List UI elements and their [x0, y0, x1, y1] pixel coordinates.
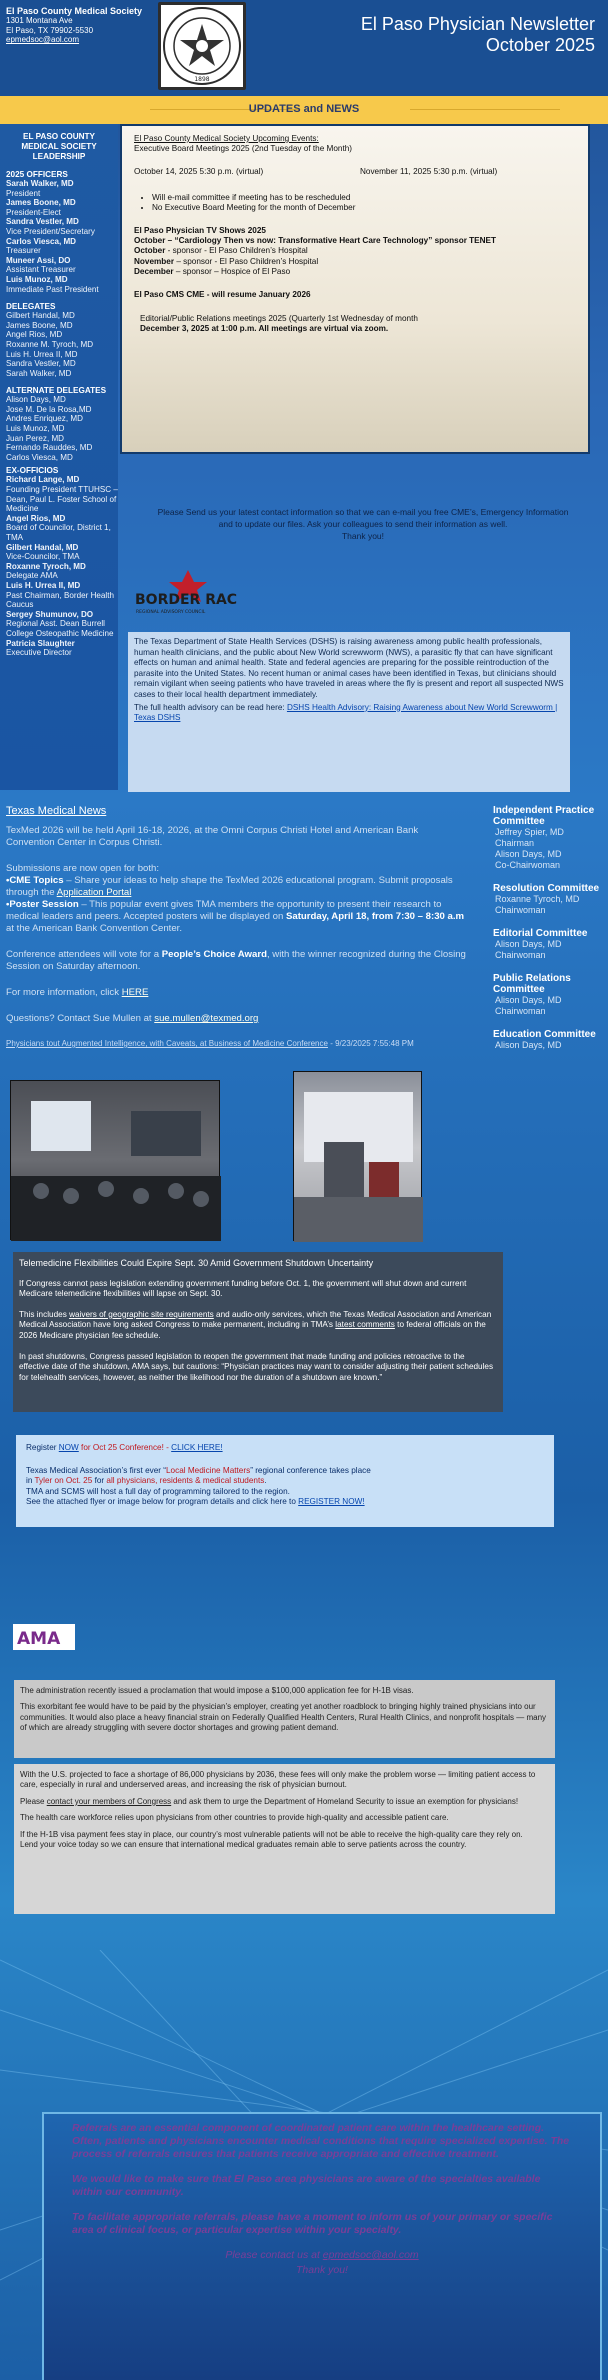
committee-member: Chairwoman [495, 950, 546, 960]
exofficio-name-text: Sergey Shumunov, DO [6, 609, 94, 619]
conf-audience: all physicians, residents & medical students [106, 1476, 265, 1486]
ama-b2p2-text: Please [20, 1796, 47, 1806]
ai-article [6, 1039, 468, 1048]
referral-p3: To facilitate appropriate referrals, please have a moment to inform us of your primary or specific area of clinical focus, or particular expertise within your specialty. [72, 2211, 553, 2236]
telemedicine-p1: If Congress cannot pass legislation extending government funding before Oct. 1, the government will shut down and current Medicare telemedicine flexibilities will lapse on Sept. 30. [19, 1278, 467, 1299]
events-title: El Paso County Medical Society Upcoming Events: [134, 134, 319, 143]
conf-line4 [26, 1497, 544, 1508]
conf-text: ” regional conference takes place [250, 1465, 371, 1475]
conference-photo-image [11, 1081, 221, 1241]
officer-role: Treasurer [6, 246, 41, 256]
conf-text: in [26, 1476, 35, 1486]
ai-article-link[interactable]: Physicians tout Augmented Intelligence, with Caveats, at Business of Medicine Conference [6, 1039, 328, 1048]
poster-session-date: Saturday, April 18, from 7:30 – 8:30 a.m [285, 911, 465, 922]
dshs-screwworm-notice [128, 632, 570, 792]
exofficio-role: Regional Asst. Dean Burrell College Osteopathic Medicine [6, 619, 114, 638]
board-dates-row [134, 167, 589, 179]
committee-block [493, 883, 608, 916]
committee-block [493, 805, 608, 871]
exofficio-name-text: Patricia Slaughter [6, 638, 75, 648]
committee-member: Roxanne Tyroch, MD [495, 894, 580, 904]
delegate-name: Luis H. Urrea II, MD [6, 349, 78, 359]
officer-name-text: James Boone, MD [6, 198, 76, 208]
texmed-intro: TexMed 2026 will be held April 16-18, 2026, at the Omni Corpus Christi Hotel and American Bank Convention Center in Corpus Christi. [6, 825, 419, 848]
officer-name-text: Sarah Walker, MD [6, 179, 74, 188]
officer-role: President-Elect [6, 207, 61, 217]
committee-member: Jeffrey Spier, MD [495, 827, 564, 837]
register-text: Register [26, 1443, 59, 1452]
ama-b2p5: Lend your voice today so we can ensure that international medical graduates remain able to serve patients across the country. [20, 1840, 467, 1850]
delegate-name: James Boone, MD [6, 320, 73, 330]
newsletter-title: El Paso Physician Newsletter [360, 14, 595, 34]
alternate-name: Fernando Rauddes, MD [6, 443, 93, 453]
conf-line1 [26, 1466, 544, 1477]
svg-text:BORDER RAC: BORDER RAC [135, 592, 238, 608]
committee-member: Alison Days, MD [495, 849, 562, 859]
register-now-link[interactable]: NOW [58, 1443, 79, 1452]
tv-show-item [134, 236, 589, 246]
dshs-advisory-link[interactable]: DSHS Health Advisory: Raising Awareness about New World Screwworm | Texas DSHS [134, 702, 558, 723]
org-address-line2: El Paso, TX 79902-5530 [6, 25, 94, 35]
events-bullet: • No Executive Board Meeting for the month of December [152, 203, 589, 213]
exofficio-name [6, 562, 118, 572]
conf-text: for [92, 1476, 107, 1486]
referral-email-link[interactable]: epmedsoc@aol.com [322, 2249, 419, 2261]
exofficio-name-text: Gilbert Handal, MD [6, 542, 79, 552]
tv-show-text: - sponsor - El Paso Children’s Hospital [165, 246, 308, 256]
editorial-line: Editorial/Public Relations meetings 2025 (Quarterly 1st Wednesday of month [140, 314, 418, 324]
h1b-action-box [14, 1764, 555, 1914]
alternate-name: Alison Days, MD [6, 395, 66, 405]
poster-session-text: – This popular event gives TMA members the opportunity to present their research to medical leaders and peers. Accepted posters will be displayed on [6, 899, 442, 922]
events-bullets [152, 193, 589, 214]
exofficio-role: Founding President TTUHSC – Dean, Paul L. Foster School of Medicine [6, 485, 118, 514]
register-text-red: for Oct 25 Conference! - [78, 1443, 172, 1452]
telemedicine-p2 [19, 1310, 497, 1342]
seal-icon [161, 5, 243, 87]
sidebar-heading-line: MEDICAL SOCIETY [21, 142, 97, 151]
conf-text: Texas Medical Association’s first ever “ [26, 1465, 166, 1475]
more-info-link[interactable]: HERE [121, 987, 149, 998]
telemedicine-notice [13, 1252, 503, 1412]
ai-article-date: - 9/23/2025 7:55:48 PM [327, 1039, 414, 1048]
committee-title: Resolution Committee [493, 883, 600, 894]
contact-line: and to update our files. Ask your colleagues to send their information as well. [218, 519, 508, 529]
committee-member: Chairwoman [495, 1006, 546, 1016]
border-rac-icon [132, 568, 252, 618]
newsletter-title-block [330, 14, 595, 56]
telemedicine-p3: In past shutdowns, Congress passed legislation to reopen the government that made funding and policies retroactive to the effective date of the shutdown, AMA says, but cautions: “Physician practices may want to consider adjusting their patient schedules for telehealth services, however, as neither the likelihood nor the duration of a shutdown are known.” [19, 1351, 494, 1382]
regional-conference-box [16, 1435, 554, 1527]
alternate-name: Andres Enriquez, MD [6, 414, 83, 424]
questions [6, 1013, 468, 1025]
geographic-waivers-link[interactable]: waivers of geographic site requirements [69, 1309, 214, 1319]
leadership-sidebar [0, 124, 118, 790]
sidebar-heading-line: EL PASO COUNTY [22, 132, 96, 141]
exofficio-title: EX-OFFICIOS [6, 466, 59, 476]
tv-show-text: – “Cardiology Then vs now: Transformative Heart Care Technology” sponsor TENET [165, 236, 496, 246]
officer-role: Assistant Treasurer [6, 265, 76, 275]
banner-label: UPDATES and NEWS [248, 103, 360, 115]
ama-b1p2: This exorbitant fee would have to be paid by the physician’s employer, creating yet another roadblock to bringing highly trained physicians into our communities. It would also place a heavy financial strain on Federally Qualified Health Centers, Rural Health Clinics, and nonprofit hospitals — many of which are already struggling with severe doctor shortages and growing patient demand. [20, 1702, 547, 1733]
texas-medical-news-title[interactable]: Texas Medical News [6, 805, 107, 817]
exofficio-name-text: Roxanne Tyroch, MD [6, 561, 86, 571]
alternates-title: ALTERNATE DELEGATES [6, 386, 107, 396]
contact-congress-link[interactable]: contact your members of Congress [46, 1796, 172, 1806]
dshs-body: The Texas Department of State Health Services (DSHS) is raising awareness among public health professionals, human health clinicians, and the public about New World screwworm (NWS), a parasitic fly that can have significant effects on human and animal health. State and federal agencies are preparing for the possible reintroduction of the parasite into the United States. No recent human or animal cases have been identified in Texas, but clinicians should remain vigilant when seeing patients who have traveled in areas where the fly is present and report all suspected NWS cases to their local health department immediately. [134, 637, 564, 699]
delegates-list [0, 311, 118, 378]
peoples-choice-tail: , with the winner recognized during the Closing Session on Saturday afternoon. [6, 949, 466, 972]
exofficio-role: Delegate AMA [6, 571, 58, 581]
committee-title: Independent Practice Committee [493, 805, 595, 827]
editorial-line-2: December 3, 2025 at 1:00 p.m. All meetings are virtual via zoom. [140, 324, 389, 334]
speaker-photo [293, 1071, 422, 1241]
contact-line: Please Send us your latest contact information so that we can e-mail you free CME’s, Emergency Information [157, 507, 569, 517]
committee-member: Chairman [495, 838, 535, 848]
board-date-october: October 14, 2025 5:30 p.m. (virtual) [134, 166, 264, 176]
officer-name [6, 217, 118, 227]
events-bullet: • Will e-mail committee if meeting has to be rescheduled [152, 193, 589, 203]
ama-b2p4: If the H-1B visa payment fees stay in place, our country’s most vulnerable patients will not be able to receive the high-quality care they rely on. [20, 1829, 523, 1839]
committee-member: Alison Days, MD [495, 939, 562, 949]
committee-block [493, 973, 608, 1017]
board-meetings-line: Executive Board Meetings 2025 (2nd Tuesday of the Month) [134, 144, 353, 154]
alternates-list [0, 395, 118, 462]
register-now-button-link[interactable]: REGISTER NOW! [298, 1497, 365, 1507]
poster-session-end: at the American Bank Convention Center. [6, 923, 182, 934]
tv-show-text: – sponsor - El Paso Children’s Hospital [174, 256, 319, 266]
officer-name-text: Luis Munoz, MD [6, 274, 68, 284]
officer-role: Immediate Past President [6, 284, 99, 294]
exofficio-name [6, 514, 118, 524]
exofficio-name-text: Richard Lange, MD [6, 475, 80, 485]
cme-line: El Paso CMS CME - will resume January 2026 [134, 289, 311, 299]
texas-medical-news [6, 805, 468, 1048]
tv-show-month: October [134, 236, 166, 246]
conf-line2 [26, 1476, 544, 1487]
officer-name-text: Carlos Viesca, MD [6, 236, 77, 246]
ama-logo [13, 1624, 75, 1650]
questions-email-link[interactable]: sue.mullen@texmed.org [154, 1013, 259, 1024]
alternate-name: Luis Munoz, MD [6, 424, 65, 434]
committee-member: Alison Days, MD [495, 995, 562, 1005]
telemedicine-p2-text: This includes [19, 1309, 70, 1319]
telemedicine-p2-text: to federal officials on the 2026 Medicare physician fee schedule. [19, 1320, 486, 1340]
committee-title: Public Relations Committee [493, 973, 571, 995]
officer-name [6, 179, 118, 189]
committee-member: Co-Chairwoman [495, 860, 561, 870]
committee-member: Alison Days, MD [495, 1040, 562, 1050]
exofficio-role: Vice-Councilor, TMA [6, 552, 80, 562]
conf-line3: TMA and SCMS will host a full day of programming tailored to the region. [26, 1486, 290, 1496]
ama-icon [13, 1624, 75, 1650]
officer-name-text: Sandra Vestler, MD [6, 217, 79, 227]
officer-name-text: Muneer Assi, DO [6, 255, 71, 265]
committee-title: Editorial Committee [493, 928, 588, 939]
referral-notice [42, 2112, 602, 2380]
dshs-advisory-prefix: The full health advisory can be read here: [134, 702, 287, 712]
newsletter-date: October 2025 [485, 35, 595, 55]
org-contact-block [6, 7, 176, 45]
updates-banner [0, 96, 608, 124]
poster-session-label: •Poster Session [6, 899, 79, 910]
svg-text:1898: 1898 [194, 76, 210, 83]
delegate-name: Sandra Vestler, MD [6, 359, 76, 369]
tv-show-item [134, 267, 589, 277]
telemedicine-title: Telemedicine Flexibilities Could Expire Sept. 30 Amid Government Shutdown Uncertainty [19, 1258, 374, 1268]
ama-b2p3: The health care workforce relies upon physicians from other countries to provide high-quality and accessible patient care. [20, 1813, 449, 1823]
committees-column [493, 805, 608, 1063]
exofficio-name-text: Luis H. Urrea II, MD [6, 580, 81, 590]
peoples-choice-award: People’s Choice Award [161, 949, 267, 960]
exofficio-role: Executive Director [6, 648, 72, 658]
local-medicine-matters: Local Medicine Matters [166, 1465, 251, 1475]
more-info-text: For more information, click [6, 987, 122, 998]
cme-topics-label: •CME Topics [6, 875, 64, 886]
delegate-name: Gilbert Handal, MD [6, 311, 75, 321]
ama-b2p2-text: and ask them to urge the Department of Homeland Security to issue an exemption for physicians! [171, 1796, 519, 1806]
referral-p1: Referrals are an essential component of coordinated patient care within the healthcare setting. Often, patients and physicians encounter medical conditions that require specialized expertise. The process of referrals ensures that patients receive appropriate and effective treatment. [72, 2122, 570, 2160]
exofficio-role: Past Chairman, Border Health Caucus [6, 590, 114, 610]
ama-b1p1: The administration recently issued a proclamation that would impose a $100,000 application fee for H-1B visas. [20, 1686, 414, 1695]
exofficio-name [6, 610, 118, 620]
conference-photo [10, 1080, 220, 1240]
conf-location: Tyler on Oct. 25 [34, 1476, 93, 1486]
sidebar-heading [0, 132, 118, 162]
tv-shows-list [134, 236, 589, 278]
peoples-choice-text: Conference attendees will vote for a [6, 949, 162, 960]
officers-list [0, 179, 118, 294]
alternate-name: Jose M. De la Rosa,MD [6, 404, 92, 414]
exofficio-name [6, 639, 118, 649]
officer-name [6, 198, 118, 208]
referral-contact-text: Please contact us at [225, 2249, 323, 2261]
delegates-title: DELEGATES [6, 302, 56, 312]
society-seal-logo [158, 2, 246, 90]
alternate-name: Carlos Viesca, MD [6, 452, 73, 462]
board-date-november: November 11, 2025 5:30 p.m. (virtual) [360, 166, 498, 176]
conf-text: . [264, 1476, 267, 1486]
officer-name [6, 256, 118, 266]
org-address-line1: 1301 Montana Ave [6, 16, 73, 26]
peoples-choice [6, 949, 468, 973]
application-portal-link[interactable]: Application Portal [56, 887, 132, 898]
committee-title: Education Committee [493, 1029, 596, 1040]
latest-comments-link[interactable]: latest comments [335, 1320, 395, 1330]
delegate-name: Roxanne M. Tyroch, MD [6, 339, 94, 349]
exofficio-name [6, 543, 118, 553]
questions-text: Questions? Contact Sue Mullen at [6, 1013, 155, 1024]
tv-show-month: December [134, 267, 174, 277]
cme-topics-text: – Share your ideas to help shape the TexMed 2026 educational program. Submit proposals through the [6, 875, 453, 898]
delegate-name: Sarah Walker, MD [6, 368, 72, 378]
tv-show-month: October [134, 246, 166, 256]
committee-block [493, 928, 608, 961]
committee-member: Chairwoman [495, 905, 546, 915]
officer-name [6, 275, 118, 285]
tv-show-month: November [134, 256, 175, 266]
click-here-link[interactable]: CLICK HERE! [171, 1443, 223, 1452]
exofficio-role: Board of Councilor, District 1, TMA [6, 523, 111, 542]
submissions-intro: Submissions are now open for both: [6, 863, 160, 874]
referral-contact [72, 2249, 572, 2262]
delegate-name: Angel Rios, MD [6, 330, 63, 340]
sidebar-heading-line: LEADERSHIP [32, 152, 86, 161]
exofficio-name [6, 475, 118, 485]
contact-thanks: Thank you! [341, 531, 385, 541]
h1b-proclamation-box [14, 1680, 555, 1758]
texmed-submissions [6, 863, 468, 935]
ama-b2p1: With the U.S. projected to face a shortage of 86,000 physicians by 2036, these fees will only make the problem worse — limiting patient access to care, especially in rural and underserved areas, and increasing the risk of physician burnout. [20, 1770, 536, 1790]
alternate-name: Juan Perez, MD [6, 433, 65, 443]
tv-shows-title: El Paso Physician TV Shows 2025 [134, 225, 266, 235]
telemedicine-p2-text: and audio-only services, which the Texas Medical Association and American Medical Association have long asked Congress to make permanent, including in TMA’s [19, 1309, 492, 1330]
org-email-link[interactable]: epmedsoc@aol.com [6, 35, 80, 45]
referral-thanks: Thank you! [296, 2264, 348, 2276]
svg-text:REGIONAL ADVISORY COUNCIL: REGIONAL ADVISORY COUNCIL [136, 610, 206, 615]
officers-title: 2025 OFFICERS [6, 170, 68, 179]
speaker-photo-image [294, 1072, 423, 1242]
conf-text: See the attached flyer or image below for program details and click here to [26, 1497, 299, 1507]
tv-show-text: – sponsor – Hospice of El Paso [173, 267, 291, 277]
referral-p2: We would like to make sure that El Paso area physicians are aware of the specialties available within our community. [72, 2173, 541, 2198]
officer-role: Vice President/Secretary [6, 226, 95, 236]
svg-text:AMA: AMA [17, 1629, 61, 1649]
officer-role: President [6, 188, 41, 198]
dshs-advisory [134, 703, 564, 724]
border-rac-logo [132, 568, 252, 618]
contact-request [118, 506, 608, 542]
tv-show-item [134, 257, 589, 267]
upcoming-events-panel [120, 124, 590, 454]
tv-show-item [134, 246, 589, 256]
register-line [26, 1443, 544, 1454]
ama-b2p2 [20, 1797, 549, 1807]
exofficio-name [6, 581, 118, 591]
officer-name [6, 237, 118, 247]
exofficio-list [0, 475, 118, 657]
org-name: El Paso County Medical Society [6, 6, 143, 16]
more-info [6, 987, 468, 999]
exofficio-name-text: Angel Rios, MD [6, 513, 66, 523]
committee-block [493, 1029, 608, 1051]
